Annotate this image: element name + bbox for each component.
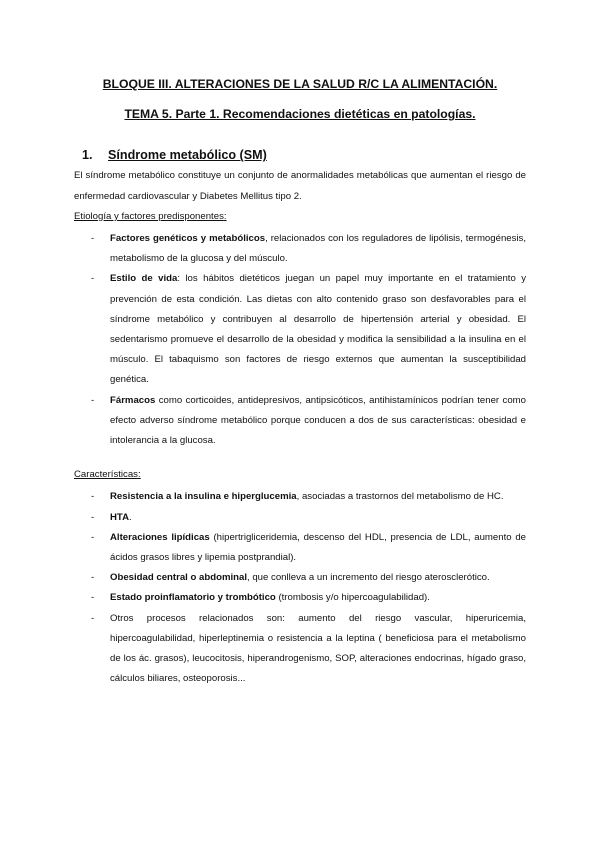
item-text: : los hábitos dietéticos juegan un papel muy importante en el tratamiento y prevención de esta condición. Las dietas con alto contenido graso son desfavorables para el síndrome metabólico y contribuyen al desarrollo de hipertensión arterial y obesidad. El sedentarismo promueve el desarrollo de la obesidad y modifica la sensibilidad a la insulina en el músculo. El tabaquismo son factores de riesgo externos que aumentan la susceptibilidad genética. (110, 273, 526, 386)
section-number: 1. (82, 148, 93, 163)
list-item (74, 229, 526, 269)
list-dash: - (91, 511, 95, 523)
item-text: , relacionados con los reguladores de lipólisis, termogénesis, metabolismo de la glucosa y del músculo. (110, 233, 527, 265)
list-item (74, 508, 526, 528)
item-bold: HTA (110, 511, 130, 523)
list-item (74, 528, 526, 568)
list-dash: - (91, 394, 95, 406)
list-item (74, 588, 526, 608)
item-bold: Resistencia a la insulina e hiperglucemia (110, 491, 297, 503)
list-dash: - (91, 592, 95, 604)
item-bold: Estilo de vida (110, 273, 178, 285)
block-title: BLOQUE III. ALTERACIONES DE LA SALUD R/C LA ALIMENTACIÓN. (102, 77, 498, 91)
item-bold: Estado proinflamatorio y trombótico (110, 592, 276, 604)
list-item (74, 391, 526, 452)
etiology-colon: : (223, 210, 227, 222)
list-item (74, 568, 526, 588)
etiology-label: Etiología y factores predisponentes (74, 210, 224, 222)
list-dash: - (91, 572, 95, 584)
intro-paragraph: El síndrome metabólico constituye un conjunto de anormalidades metabólicas que aumentan el riesgo de enfermedad cardiovascular y Diabetes Mellitus tipo 2. (74, 170, 526, 202)
item-text: (hipertrigliceridemia, descenso del HDL, presencia de LDL, aumento de ácidos grasos libres y lipemia postprandial). (110, 531, 526, 564)
item-text: , asociadas a trastornos del metabolismo de HC. (296, 491, 504, 503)
item-text: como corticoides, antidepresivos, antipsicóticos, antihistamínicos podrían tener como efecto adverso síndrome metabólico porque conducen a dos de sus características: obesidad e intolerancia a la glucosa. (110, 394, 526, 447)
item-bold: Factores genéticos y metabólicos (110, 233, 266, 245)
list-dash: - (91, 531, 95, 543)
item-text: (trombosis y/o hipercoagulabilidad). (275, 592, 430, 604)
item-bold: Fármacos (110, 394, 156, 406)
item-text: Otros procesos relacionados son: aumento del riesgo vascular, hiperuricemia, hipercoagulabilidad, hiperleptinemia o resistencia a la leptina ( beneficiosa para el metabolismo de los ác. grasos), leucocitosis, hiperandrogenismo, SOP, alteraciones endocrinas, hígado graso, cálculos biliares, osteoporosis... (110, 612, 526, 685)
list-item (74, 487, 526, 507)
topic-title: TEMA 5. Parte 1. Recomendaciones dietéticas en patologías. (124, 107, 476, 122)
section-heading (74, 148, 526, 162)
item-bold: Obesidad central o abdominal (110, 572, 248, 584)
list-dash: - (91, 233, 95, 245)
item-text: , que conlleva a un incremento del riesgo aterosclerótico. (247, 572, 490, 584)
features-list (74, 487, 526, 689)
item-text: . (129, 511, 132, 523)
list-dash: - (91, 612, 95, 624)
list-item (74, 609, 526, 690)
features-colon: : (137, 469, 141, 481)
list-dash: - (91, 491, 95, 503)
features-label: Características (74, 469, 138, 481)
item-bold: Alteraciones lipídicas (110, 531, 210, 543)
etiology-heading (74, 207, 526, 227)
list-dash: - (91, 273, 95, 285)
features-heading (74, 465, 526, 485)
etiology-list (74, 229, 526, 451)
list-item (74, 269, 526, 390)
section-title: Síndrome metabólico (SM) (108, 148, 267, 163)
